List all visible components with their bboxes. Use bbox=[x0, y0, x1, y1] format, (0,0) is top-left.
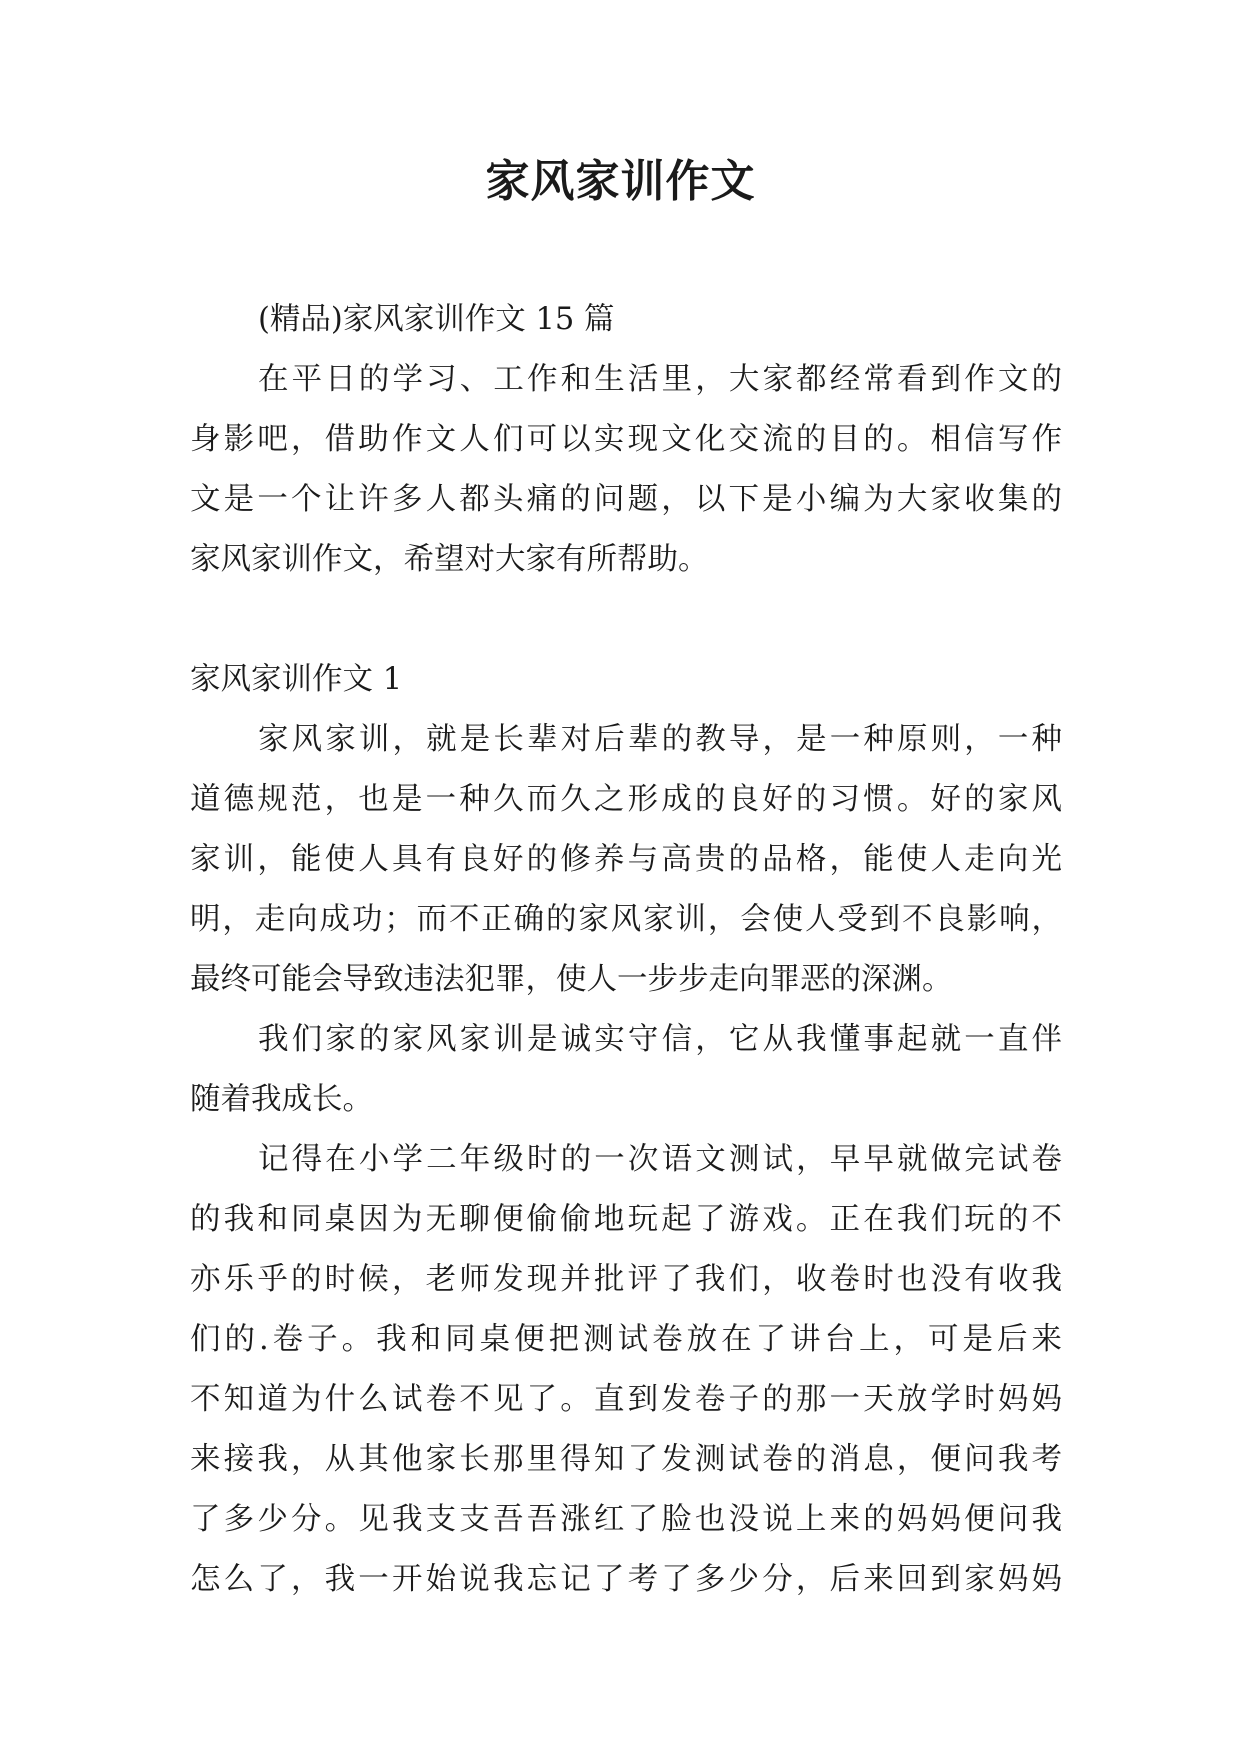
paragraph-line: 亦乐乎的时候，老师发现并批评了我们，收卷时也没有收我 bbox=[190, 1262, 1062, 1297]
paragraph-line: 我们家的家风家训是诚实守信，它从我懂事起就一直伴 bbox=[258, 1022, 1062, 1057]
paragraph-line: 来接我，从其他家长那里得知了发测试卷的消息，便问我考 bbox=[190, 1442, 1062, 1477]
paragraph-line: 家风家训，就是长辈对后辈的教导，是一种原则，一种 bbox=[258, 722, 1062, 757]
document-subtitle: (精品)家风家训作文 15 篇 bbox=[258, 302, 615, 337]
paragraph-line: 家训，能使人具有良好的修养与高贵的品格，能使人走向光 bbox=[190, 842, 1062, 877]
document-title: 家风家训作文 bbox=[485, 156, 756, 207]
paragraph-line: 道德规范，也是一种久而久之形成的良好的习惯。好的家风 bbox=[190, 782, 1062, 817]
intro-line: 在平日的学习、工作和生活里，大家都经常看到作文的 bbox=[258, 362, 1062, 397]
intro-line: 家风家训作文，希望对大家有所帮助。 bbox=[190, 542, 709, 577]
intro-line: 文是一个让许多人都头痛的问题，以下是小编为大家收集的 bbox=[190, 482, 1062, 517]
paragraph-line: 最终可能会导致违法犯罪，使人一步步走向罪恶的深渊。 bbox=[190, 962, 953, 997]
section-heading: 家风家训作文 1 bbox=[190, 662, 403, 697]
paragraph-line: 怎么了，我一开始说我忘记了考了多少分，后来回到家妈妈 bbox=[190, 1562, 1062, 1597]
paragraph-line: 记得在小学二年级时的一次语文测试，早早就做完试卷 bbox=[258, 1142, 1062, 1177]
intro-line: 身影吧，借助作文人们可以实现文化交流的目的。相信写作 bbox=[190, 422, 1062, 457]
paragraph-line: 的我和同桌因为无聊便偷偷地玩起了游戏。正在我们玩的不 bbox=[190, 1202, 1062, 1237]
paragraph-line: 明，走向成功；而不正确的家风家训，会使人受到不良影响， bbox=[190, 902, 1062, 937]
paragraph-line: 了多少分。见我支支吾吾涨红了脸也没说上来的妈妈便问我 bbox=[190, 1502, 1062, 1537]
paragraph-line: 们的.卷子。我和同桌便把测试卷放在了讲台上，可是后来 bbox=[190, 1322, 1062, 1357]
paragraph-line: 随着我成长。 bbox=[190, 1082, 373, 1117]
paragraph-line: 不知道为什么试卷不见了。直到发卷子的那一天放学时妈妈 bbox=[190, 1382, 1062, 1417]
